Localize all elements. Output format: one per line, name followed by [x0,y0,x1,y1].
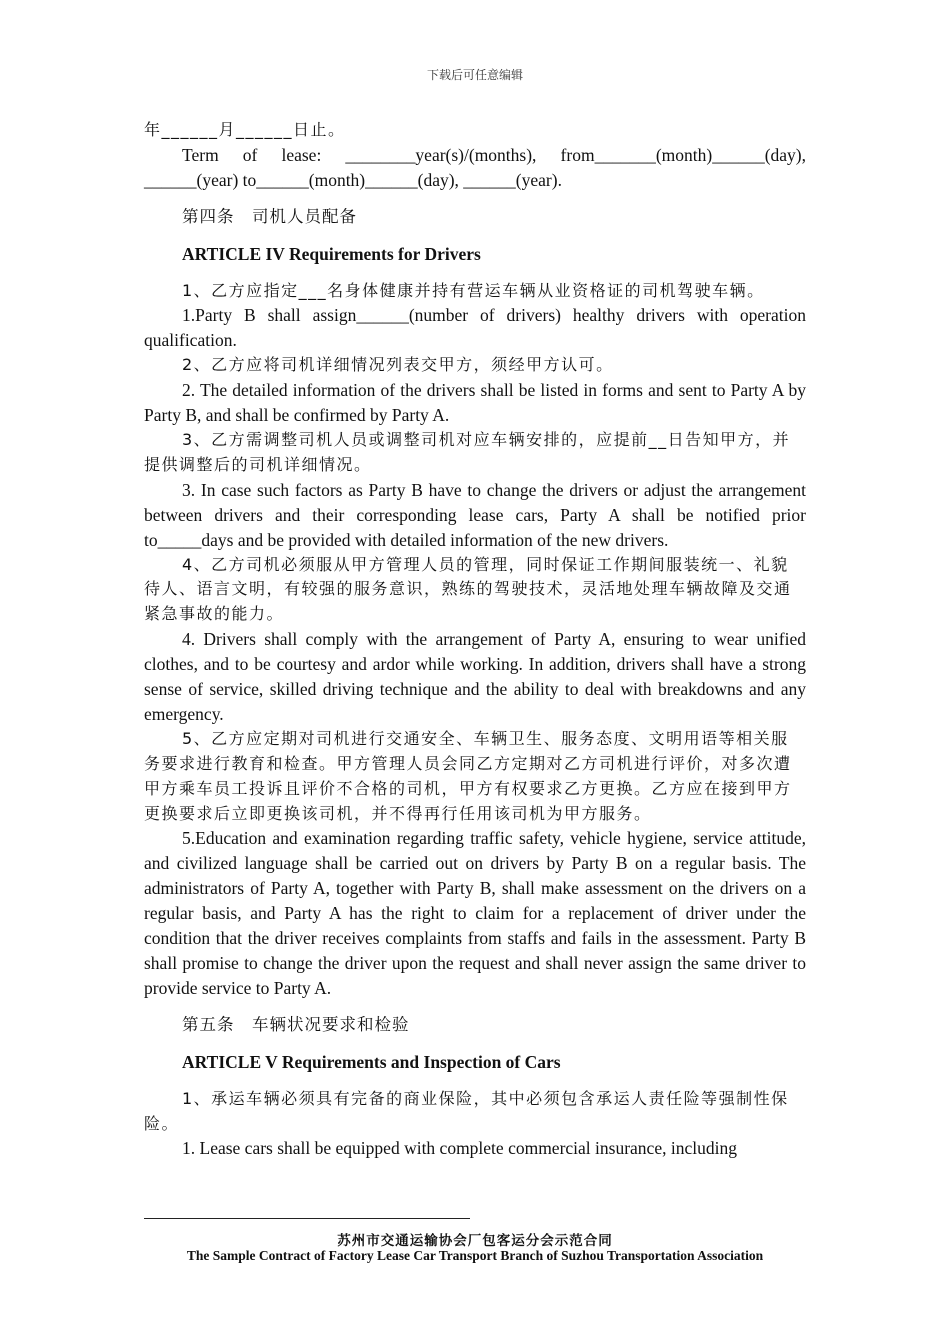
article4-heading-en: ARTICLE IV Requirements for Drivers [182,243,481,264]
article5-heading-en: ARTICLE V Requirements and Inspection of Cars [182,1051,561,1072]
article4-clause5-zh: 5、乙方应定期对司机进行交通安全、车辆卫生、服务态度、文明用语等相关服务要求进行教育和检查。甲方管理人员会同乙方定期对乙方司机进行评价，对多次遭甲方乘车员工投诉且评价不合格的司机，甲方有权要求乙方更换。乙方应在接到甲方更换要求后立即更换该司机，并不得再行任用该司机为甲方服务。 [144,728,792,823]
footer-title-en: The Sample Contract of Factory Lease Car Transport Branch of Suzhou Transportation Association [186,1248,764,1263]
article5-clause1-zh: 1、承运车辆必须具有完备的商业保险，其中必须包含承运人责任险等强制性保险。 [144,1088,789,1133]
page-header-note: 下载后可任意编辑 [426,68,523,82]
article4-clause1-en: 1.Party B shall assign______(number of drivers) healthy drivers with operation qualification. [144,305,806,351]
article3-tail-en: Term of lease: ________year(s)/(months), from_______(month)______(day), ______(year) to______(month)______(day), ______(year). [144,144,806,190]
footer-title-zh: 苏州市交通运输协会厂包客运分会示范合同 [337,1233,613,1249]
document-body [144,118,806,1161]
article4-clause2-en: 2. The detailed information of the drivers shall be listed in forms and sent to Party A by Party B, and shall be confirmed by Party A. [144,380,806,426]
article4-clause5-en: 5.Education and examination regarding traffic safety, vehicle hygiene, service attitude, and civilized language shall be carried out on drivers by Party B on a regular basis. The administrators of Party A, together with Party B, shall make assessment on the drivers on a regular basis, and Party A has the right to claim for a replacement of driver under the condition that the driver receives complaints from staffs and fails in the assessment. Party B shall promise to change the driver upon the request and shall never assign the same driver to provide service to Party A. [144,828,806,998]
article4-clause4-en: 4. Drivers shall comply with the arrangement of Party A, ensuring to wear unified clothes, and to be courtesy and ardor while working. In addition, drivers shall have a strong sense of service, skilled driving technique and the ability to deal with breakdowns and any emergency. [144,629,806,724]
article4-heading-zh: 第四条 司机人员配备 [182,206,357,226]
article4-clause3-zh: 3、乙方需调整司机人员或调整司机对应车辆安排的，应提前__日告知甲方，并提供调整后的司机详细情况。 [144,429,791,474]
article4-clause4-zh: 4、乙方司机必须服从甲方管理人员的管理，同时保证工作期间服装统一、礼貌待人、语言文明，有较强的服务意识，熟练的驾驶技术，灵活地处理车辆故障及交通紧急事故的能力。 [144,554,792,624]
article4-clause3-en: 3. In case such factors as Party B have to change the drivers or adjust the arrangement between drivers and their corresponding lease cars, Party A shall be notified prior to_____days and be provided with detailed information of the new drivers. [144,479,806,550]
article5-heading-zh: 第五条 车辆状况要求和检验 [182,1014,410,1034]
article4-clause2-zh: 2、乙方应将司机详细情况列表交甲方，须经甲方认可。 [182,355,614,375]
article3-tail-zh: 年______月______日止。 [144,120,346,139]
article4-clause1-zh: 1、乙方应指定___名身体健康并持有营运车辆从业资格证的司机驾驶车辆。 [182,280,765,300]
footer-divider [144,1218,470,1219]
article5-clause1-en: 1. Lease cars shall be equipped with complete commercial insurance, including [182,1138,737,1159]
